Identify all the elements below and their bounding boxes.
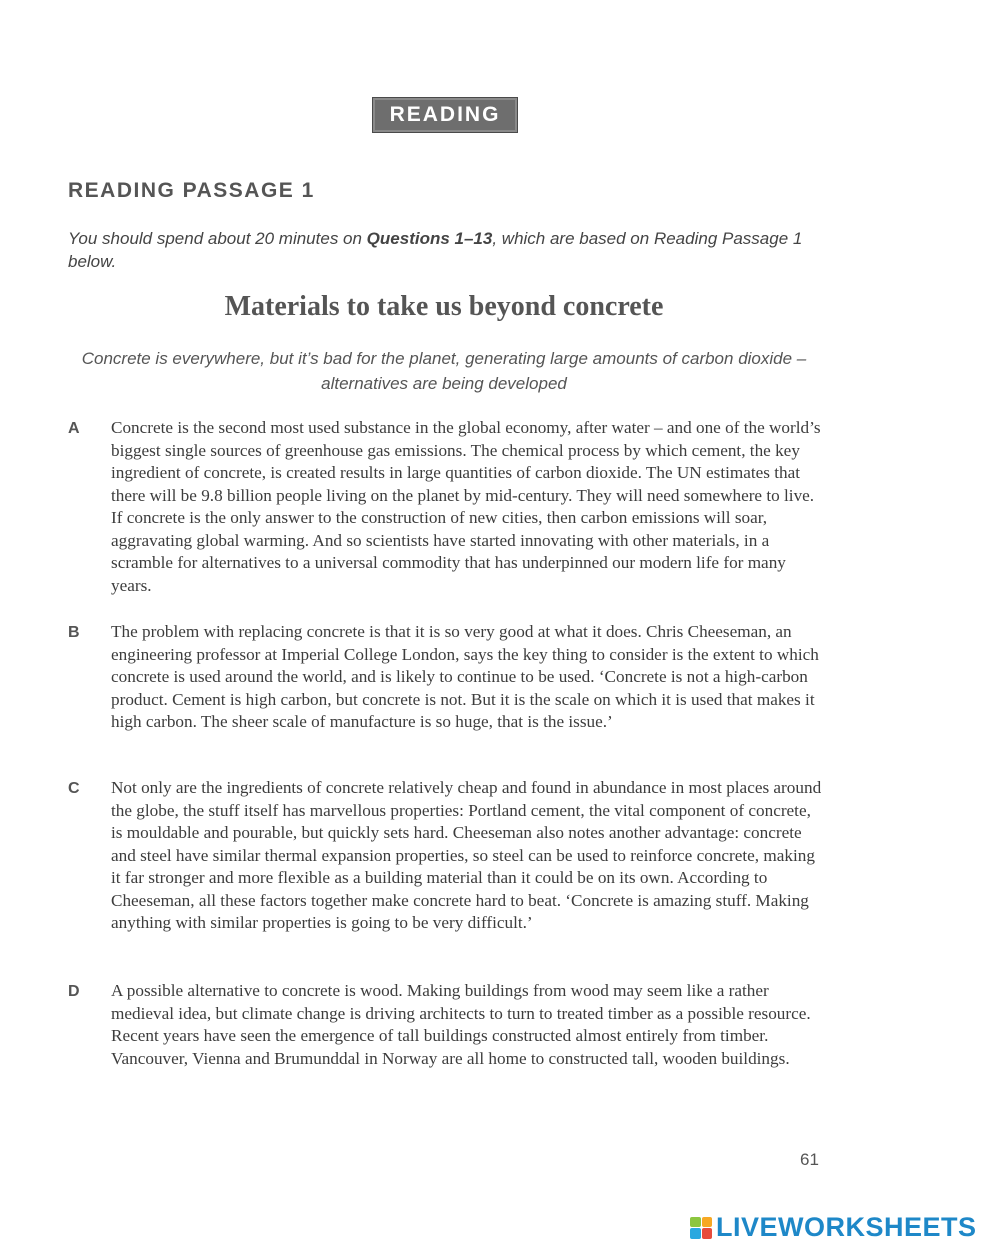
paragraph-text: A possible alternative to concrete is wood. Making buildings from wood may seem like a rather medieval idea, but climate change is driving architects to turn to treated timber as a possible resource. Recent years have seen the emergence of tall buildings constructed almost entirely from timber. Vancouver, Vienna and Brumunddal in Norway are all home to constructed tall, wooden buildings. xyxy=(111,981,811,1068)
article-subtitle: Concrete is everywhere, but it’s bad for the planet, generating large amounts of carbon dioxide – alternatives are being developed xyxy=(81,349,807,393)
passage-heading: READING PASSAGE 1 xyxy=(68,179,315,202)
instruction-suffix: , which are based on Reading Passage 1 below. xyxy=(68,229,803,271)
paragraph-letter: C xyxy=(68,780,80,797)
paragraph-text: The problem with replacing concrete is that it is so very good at what it does. Chris Cheeseman, an engineering professor at Imperial College London, says the key thing to consider is the extent to which concrete is used around the world, and is likely to continue to be used. ‘Concrete is not a high-carbon product. Cement is high carbon, but concrete is not. But it is the scale on which it is used that makes it high carbon. The sheer scale of manufacture is so huge, that is the issue.’ xyxy=(111,622,819,731)
liveworksheets-logo-icon xyxy=(690,1217,712,1239)
logo-square xyxy=(690,1217,701,1228)
paragraph-letter: B xyxy=(68,624,80,641)
instruction-questions: Questions 1–13 xyxy=(366,229,493,248)
paragraph-text: Concrete is the second most used substance in the global economy, after water – and one of the world’s biggest single sources of greenhouse gas emissions. The chemical process by which cement, the key ingredient of concrete, is created results in large quantities of carbon dioxide. The UN estimates that there will be 9.8 billion people living on the planet by mid-century. They will need somewhere to live. If concrete is the only answer to the construction of new cities, then carbon emissions will soar, aggravating global warming. And so scientists have started innovating with other materials, in a scramble for alternatives to a universal commodity that has underpinned our modern life for many years. xyxy=(111,418,821,595)
page-number: 61 xyxy=(800,1150,819,1169)
paragraph-letter: D xyxy=(68,983,80,1000)
logo-square xyxy=(702,1228,713,1239)
paragraph-letter: A xyxy=(68,420,80,437)
instruction-text xyxy=(68,227,828,273)
section-banner: READING xyxy=(372,97,518,133)
paragraph-text: Not only are the ingredients of concrete relatively cheap and found in abundance in most places around the globe, the stuff itself has marvellous properties: Portland cement, the vital component of concrete, is mouldable and pourable, but quickly sets hard. Cheeseman also notes another advantage: concrete and steel have similar thermal expansion properties, so steel can be used to reinforce concrete, making it far stronger and more flexible as a building material than it could be on its own. According to Cheeseman, all these factors together make concrete hard to beat. ‘Concrete is amazing stuff. Making anything with similar properties is going to be very difficult.’ xyxy=(111,778,822,932)
logo-square xyxy=(702,1217,713,1228)
instruction-prefix: You should spend about 20 minutes on xyxy=(68,229,367,248)
logo-square xyxy=(690,1228,701,1239)
liveworksheets-watermark xyxy=(690,1212,977,1243)
watermark-text: LIVEWORKSHEETS xyxy=(716,1212,977,1242)
article-title: Materials to take us beyond concrete xyxy=(224,291,664,322)
